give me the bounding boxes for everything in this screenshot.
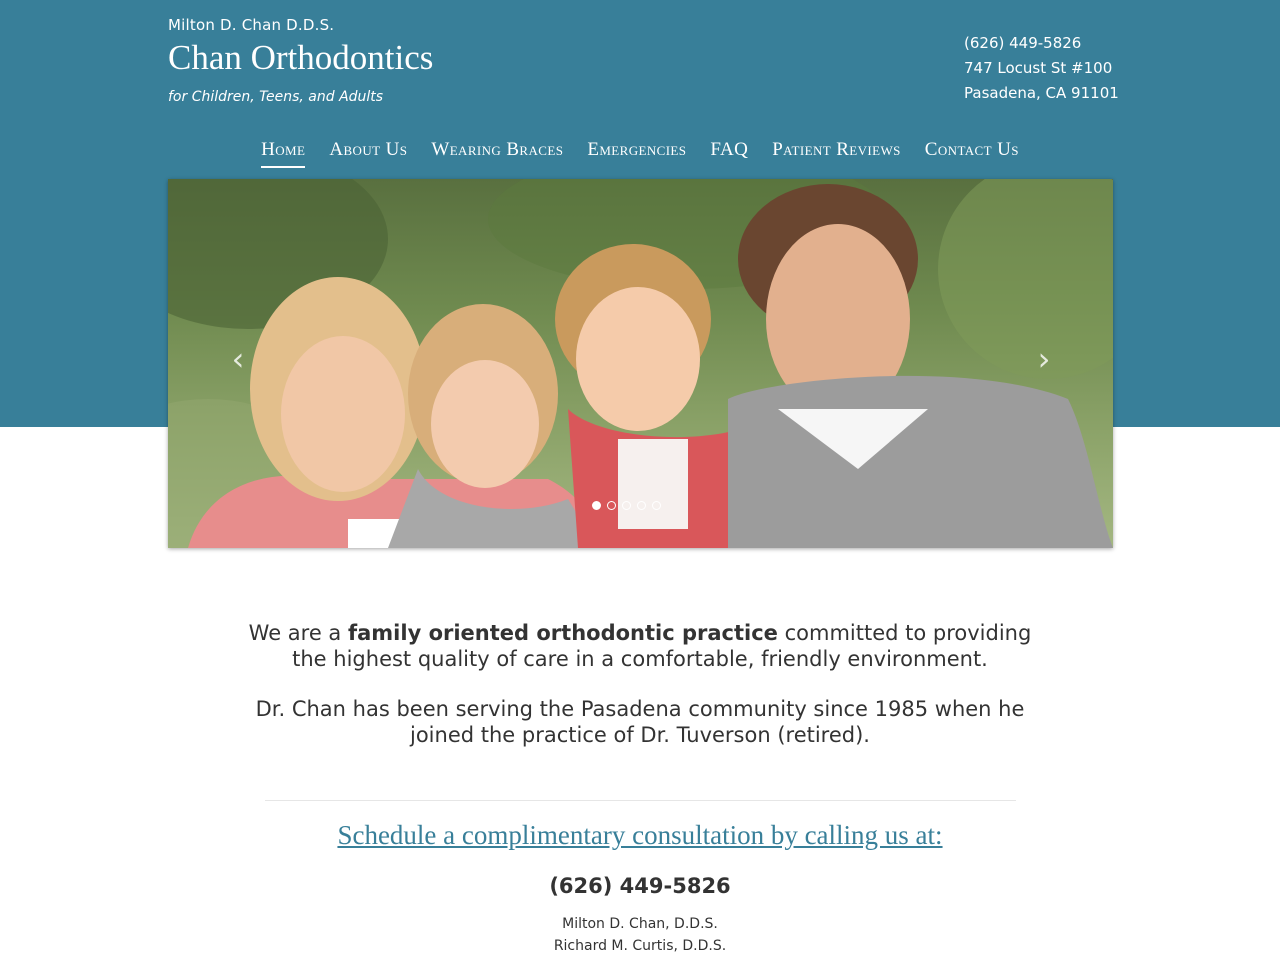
contact-info xyxy=(964,31,1119,106)
nav-item-faq[interactable]: FAQ xyxy=(710,139,749,160)
chevron-right-icon: › xyxy=(1037,340,1051,378)
intro-paragraph-2: Dr. Chan has been serving the Pasadena community since 1985 when he joined the practice of Dr. Tuverson (retired). xyxy=(255,697,1025,747)
hero-carousel[interactable] xyxy=(168,179,1113,548)
cta-phone-number[interactable]: (626) 449-5826 xyxy=(549,874,731,898)
nav-item-patient-reviews[interactable]: Patient Reviews xyxy=(772,139,901,160)
nav-item-contact-us[interactable]: Contact Us xyxy=(924,139,1019,160)
intro-text xyxy=(240,620,1040,748)
site-branding xyxy=(168,16,433,105)
nav-item-home[interactable]: Home xyxy=(261,139,305,168)
carousel-dot-5[interactable] xyxy=(652,501,661,510)
carousel-next-button[interactable] xyxy=(1024,339,1064,379)
address-line-1: 747 Locust St #100 xyxy=(964,59,1113,77)
doctor-list-item: Milton D. Chan, D.D.S. xyxy=(562,916,718,932)
tagline: for Children, Teens, and Adults xyxy=(168,89,384,105)
intro-highlight: family oriented orthodontic practice xyxy=(347,621,778,645)
nav-item-about-us[interactable]: About Us xyxy=(329,139,408,160)
header-phone-link[interactable]: (626) 449-5826 xyxy=(964,34,1082,52)
carousel-dot-2[interactable] xyxy=(607,501,616,510)
main-nav xyxy=(0,139,1280,168)
schedule-consultation-link[interactable]: Schedule a complimentary consultation by calling us at: xyxy=(337,820,943,850)
practice-name[interactable]: Chan Orthodontics xyxy=(168,38,434,77)
intro-paragraph-1: We are a family oriented orthodontic practice committed to providing the highest quality of care in a comfortable, friendly environment. xyxy=(248,621,1032,671)
nav-item-emergencies[interactable]: Emergencies xyxy=(587,139,687,160)
hero-family-photo xyxy=(168,179,1113,548)
doctor-list xyxy=(0,913,1280,957)
carousel-dot-4[interactable] xyxy=(637,501,646,510)
chevron-left-icon: ‹ xyxy=(231,340,245,378)
carousel-dot-3[interactable] xyxy=(622,501,631,510)
address-line-2: Pasadena, CA 91101 xyxy=(964,84,1119,102)
carousel-dot-1[interactable] xyxy=(592,501,601,510)
doctor-name: Milton D. Chan D.D.S. xyxy=(168,16,335,34)
carousel-prev-button[interactable] xyxy=(218,339,258,379)
carousel-indicators xyxy=(592,501,661,510)
nav-item-wearing-braces[interactable]: Wearing Braces xyxy=(431,139,564,160)
section-divider xyxy=(265,800,1016,801)
doctor-list-item: Richard M. Curtis, D.D.S. xyxy=(553,938,727,954)
